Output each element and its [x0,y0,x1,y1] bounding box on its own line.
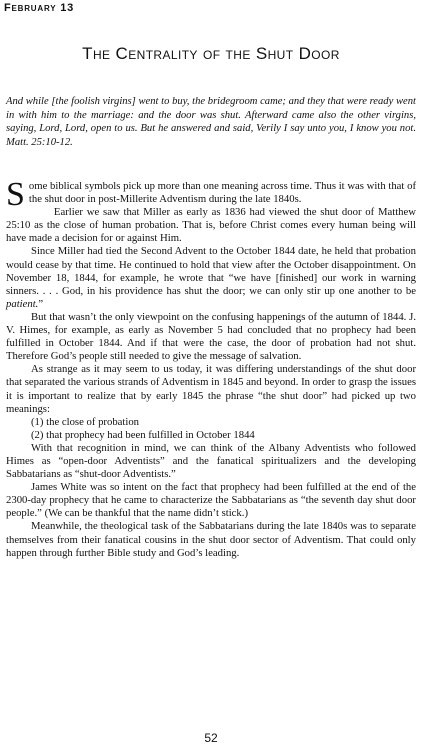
page-title: The Centrality of the Shut Door [82,44,340,63]
page-date-header: February 13 [4,2,75,14]
body-text [6,176,416,560]
list-item-1: (1) the close of probation [31,415,140,428]
paragraph-1: Some biblical symbols pick up more than one meaning across time. Thus it was with that of the shut door in post-Millerite Adventism during the late 1840s. [6,176,416,213]
paragraph-2: Earlier we saw that Miller as early as 1836 had viewed the shut door of Matthew 25:10 as the close of human probation. That is, before Christ comes every human being will have made a decision for or against Him. [6,206,416,245]
scripture-epigraph: And while [the foolish virgins] went to buy, the bridegroom came; and they that were ready went in with him to the marriage: and the door was shut. Afterward came also the other virgins, saying, Lord, Lord, open to us. But he answered and said, Verily I say unto you, I know you not. Matt. 25:10-12. [6,96,416,148]
paragraph-3: Since Miller had tied the Second Advent to the October 1844 date, he held that probation would cease by that time. He continued to hold that view after the October disappointment. On November 18, 1844, for example, he wrote that “we have [finished] our work in warning sinners. . . . God, in his providence has shut the door; we can only stir up one another to be patient.” [6,245,416,310]
paragraph-6: With that recognition in mind, we can think of the Albany Adventists who followed Himes as “open-door Adventists” and the fanatical spiritualizers and the developing Sabbatarians as “shut-door Adventists.” [6,441,416,481]
list-item-2: (2) that prophecy had been fulfilled in October 1844 [31,428,255,441]
drop-cap: S [6,176,25,213]
paragraph-4: But that wasn’t the only viewpoint on the confusing happenings of the autumn of 1844. J. V. Himes, for example, as early as November 5 had concluded that no prophecy had been fulfilled in October 1844. And if that were the case, the door of probation had not shut. Therefore God’s people still needed to give the message of salvation. [6,310,416,363]
paragraph-7: James White was so intent on the fact that prophecy had been fulfilled at the end of the 2300-day prophecy that he came to characterize the Sabbatarians as “the seventh day shut door people.” (We can be thankful that the name didn’t stick.) [6,481,416,520]
paragraph-5: As strange as it may seem to us today, it was differing understandings of the shut door that separated the various strands of Adventism in 1845 and beyond. In order to grasp the issues it is important to realize that by early 1845 the phrase “the shut door” had picked up two meanings: [6,363,416,415]
page-number: 52 [204,731,218,745]
paragraph-8: Meanwhile, the theological task of the Sabbatarians during the late 1840s was to separate themselves from their fanatical cousins in the shut door sector of Adventism. That could only happen through further Bible study and God’s leading. [6,520,416,559]
